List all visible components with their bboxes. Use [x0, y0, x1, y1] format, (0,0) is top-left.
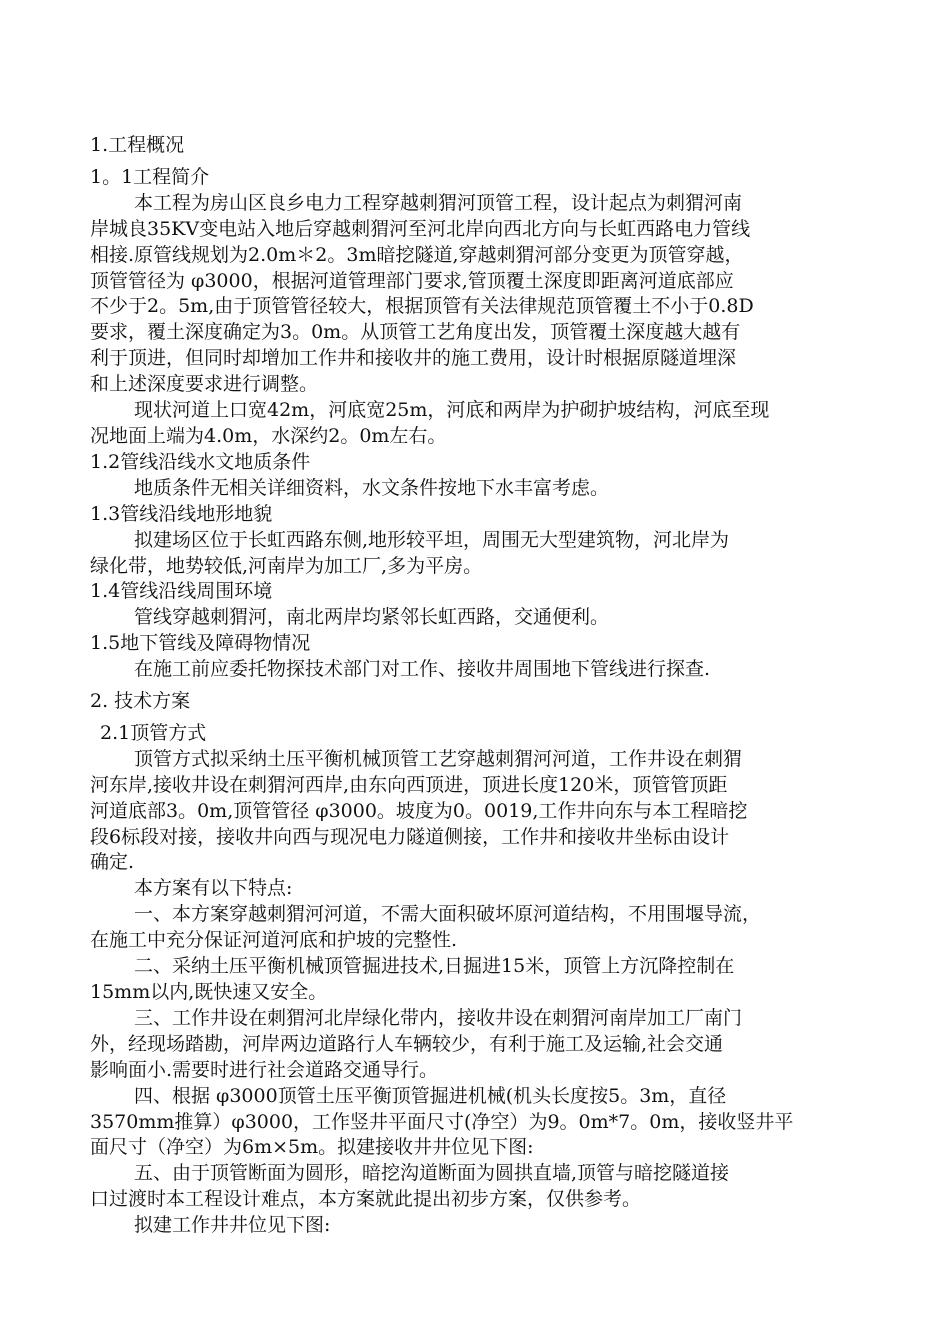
paragraph-line: 管线穿越刺猬河，南北两岸均紧邻长虹西路，交通便利。	[134, 606, 610, 629]
paragraph-line: 拟建工作井井位见下图:	[134, 1214, 331, 1237]
paragraph-line: 本方案有以下特点:	[134, 877, 293, 900]
paragraph-line: 现状河道上口宽42m，河底宽25m，河底和两岸为护砌护坡结构，河底至现	[134, 399, 770, 422]
paragraph-line: 五、由于顶管断面为圆形，暗挖沟道断面为圆拱直墙,顶管与暗挖隧道接	[134, 1162, 730, 1185]
paragraph-line: 面尺寸（净空）为6m×5m。拟建接收井井位见下图:	[90, 1136, 534, 1159]
paragraph-line: 影响面小.需要时进行社会道路交通导行。	[90, 1058, 439, 1081]
paragraph-line: 地质条件无相关详细资料，水文条件按地下水丰富考虑。	[134, 476, 610, 499]
section-heading: 1.5地下管线及障碍物情况	[90, 632, 311, 655]
section-heading: 1.4管线沿线周围环境	[90, 580, 273, 603]
paragraph-line: 口过渡时本工程设计难点，本方案就此提出初步方案，仅供参考。	[90, 1188, 642, 1211]
paragraph-line: 和上述深度要求进行调整。	[90, 373, 319, 396]
paragraph-line: 本工程为房山区良乡电力工程穿越刺猬河顶管工程，设计起点为刺猬河南	[134, 191, 743, 214]
paragraph-line: 一、本方案穿越刺猬河河道，不需大面积破坏原河道结构，不用围堰导流，	[134, 903, 762, 926]
section-heading: 2.1顶管方式	[100, 721, 207, 744]
paragraph-line: 岸城良35KV变电站入地后穿越刺猬河至河北岸向西北方向与长虹西路电力管线	[90, 217, 751, 240]
paragraph-line: 况地面上端为4.0m，水深约2。0m左右。	[90, 424, 447, 447]
paragraph-line: 四、根据 φ3000顶管土压平衡顶管掘进机械(机头长度按5。3m，直径	[134, 1084, 727, 1107]
paragraph-line: 要求，覆土深度确定为3。0m。从顶管工艺角度出发，顶管覆土深度越大越有	[90, 321, 741, 344]
paragraph-line: 三、工作井设在刺猬河北岸绿化带内，接收井设在刺猬河南岸加工厂南门	[134, 1006, 743, 1029]
section-heading: 1.3管线沿线地形地貌	[90, 502, 273, 525]
section-heading: 1.2管线沿线水文地质条件	[90, 450, 311, 473]
paragraph-line: 相接.原管线规划为2.0m＊2。3m暗挖隧道,穿越刺猬河部分变更为顶管穿越，	[90, 243, 744, 266]
paragraph-line: 河道底部3。0m,顶管管径 φ3000。坡度为0。0019,工作井向东与本工程暗挖	[90, 799, 748, 822]
document-body	[90, 133, 870, 1239]
paragraph-line: 不少于2。5m,由于顶管管径较大，根据顶管有关法律规范顶管覆土不小于0.8D	[90, 295, 754, 318]
section-heading: 1。1工程简介	[90, 165, 210, 188]
paragraph-line: 顶管管径为 φ3000，根据河道管理部门要求,管顶覆土深度即距离河道底部应	[90, 269, 734, 292]
paragraph-line: 绿化带，地势较低,河南岸为加工厂,多为平房。	[90, 554, 483, 577]
paragraph-line: 在施工前应委托物探技术部门对工作、接收井周围地下管线进行探查.	[134, 658, 711, 681]
paragraph-line: 15mm以内,既快速又安全。	[90, 981, 328, 1003]
paragraph-line: 拟建场区位于长虹西路东侧,地形较平坦，周围无大型建筑物，河北岸为	[134, 528, 730, 551]
paragraph-line: 3570mm推算）φ3000，工作竖井平面尺寸(净空）为9。0m*7。0m，接收竖井平	[90, 1110, 794, 1133]
section-heading: 1.工程概况	[90, 134, 185, 156]
section-heading: 2. 技术方案	[90, 690, 191, 713]
paragraph-line: 利于顶进，但同时却增加工作井和接收井的施工费用，设计时根据原隧道埋深	[90, 347, 737, 370]
paragraph-line: 确定.	[90, 851, 135, 874]
paragraph-line: 外，经现场踏勘，河岸两边道路行人车辆较少，有利于施工及运输,社会交通	[90, 1032, 724, 1055]
paragraph-line: 河东岸,接收井设在刺猬河西岸,由东向西顶进，顶进长度120米，顶管管顶距	[90, 773, 728, 796]
paragraph-line: 顶管方式拟采纳土压平衡机械顶管工艺穿越刺猬河河道，工作井设在刺猬	[134, 747, 743, 770]
paragraph-line: 段6标段对接，接收井向西与现况电力隧道侧接，工作井和接收井坐标由设计	[90, 825, 730, 848]
paragraph-line: 二、采纳土压平衡机械顶管掘进技术,日掘进15米，顶管上方沉降控制在	[134, 955, 735, 978]
paragraph-line: 在施工中充分保证河道河底和护坡的完整性.	[90, 929, 458, 952]
